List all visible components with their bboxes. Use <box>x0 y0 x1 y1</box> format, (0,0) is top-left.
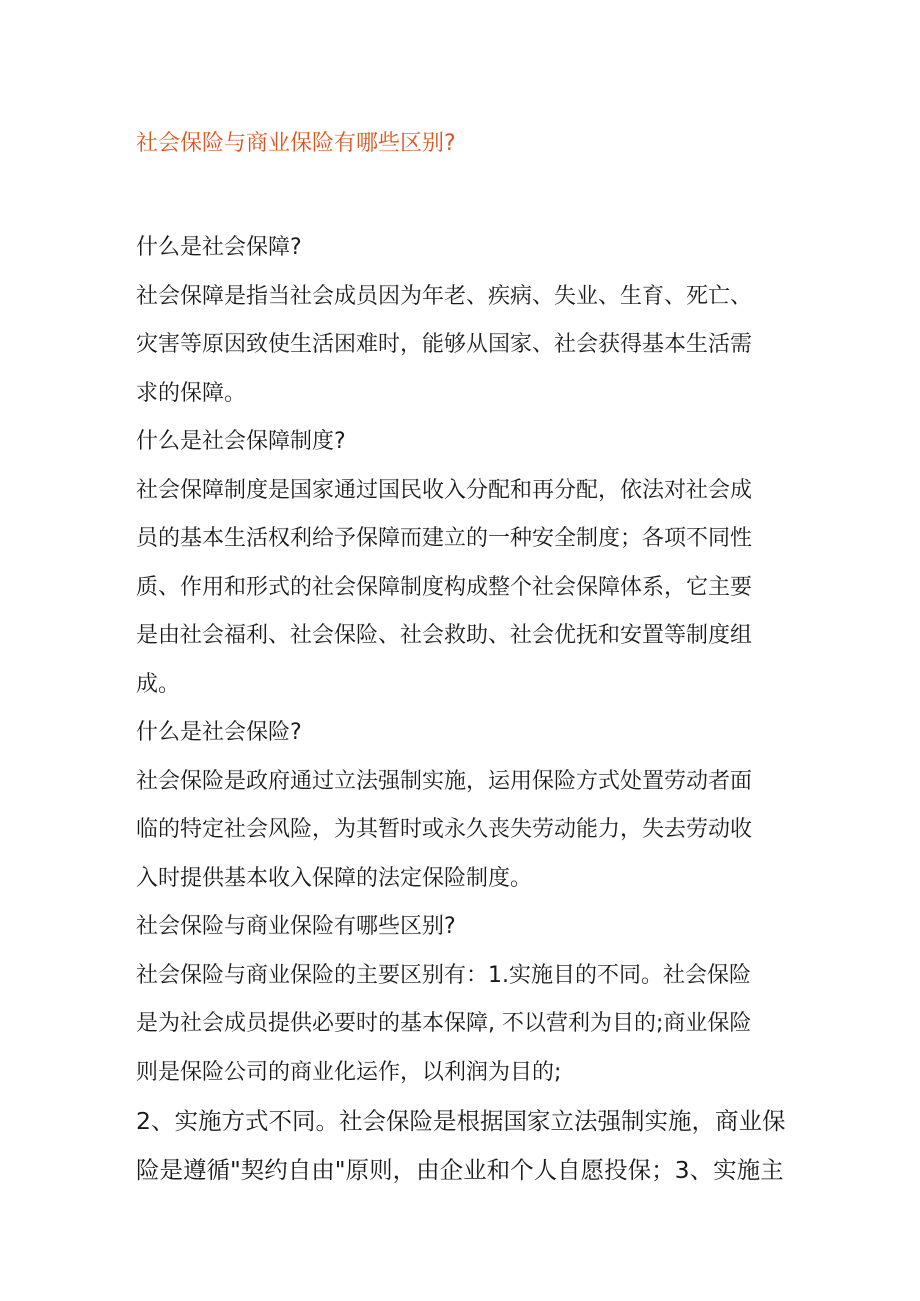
text-line: 险是遵循"契约自由"原则，由企业和个人自愿投保；3、实施主 <box>136 1155 784 1184</box>
text-line: 什么是社会保障? <box>136 235 302 260</box>
text-line: 社会保险与商业保险的主要区别有：1.实施目的不同。社会保险 <box>136 962 751 988</box>
text-line: 社会保障是指当社会成员因为年老、疾病、失业、生育、死亡、 <box>136 283 753 309</box>
text-line: 是为社会成员提供必要时的基本保障, 不以营利为目的;商业保险 <box>136 1011 752 1036</box>
text-line: 临的特定社会风险，为其暂时或永久丧失劳动能力，失去劳动收 <box>136 817 753 842</box>
text-line: 入时提供基本收入保障的法定保险制度。 <box>136 865 533 891</box>
answer-social-security-system <box>136 467 796 710</box>
answer-differences-continued <box>136 1097 796 1194</box>
text-line: 求的保障。 <box>136 380 247 406</box>
answer-social-security <box>136 273 796 419</box>
text-line: 质、作用和形式的社会保障制度构成整个社会保障体系，它主要 <box>136 574 753 600</box>
text-line: 灾害等原因致使生活困难时，能够从国家、社会获得基本生活需 <box>136 332 753 357</box>
text-line: 2、实施方式不同。社会保险是根据国家立法强制实施，商业保 <box>136 1107 786 1135</box>
text-line: 则是保险公司的商业化运作，以利润为目的; <box>136 1059 562 1085</box>
question-heading-social-security <box>136 224 796 273</box>
answer-social-insurance <box>136 758 796 904</box>
text-line: 员的基本生活权利给予保障而建立的一种安全制度；各项不同性 <box>136 526 753 551</box>
text-line: 社会保险与商业保险有哪些区别? <box>136 914 456 939</box>
answer-differences <box>136 952 796 1098</box>
document-title: 社会保险与商业保险有哪些区别? <box>136 131 456 156</box>
question-heading-social-security-system <box>136 418 796 467</box>
question-heading-differences <box>136 903 796 952</box>
text-line: 社会保险是政府通过立法强制实施，运用保险方式处置劳动者面 <box>136 768 753 794</box>
text-line: 是由社会福利、社会保险、社会救助、社会优抚和安置等制度组 <box>136 623 753 648</box>
text-line: 成。 <box>136 671 181 697</box>
text-line: 什么是社会保险? <box>136 720 302 745</box>
text-line: 社会保障制度是国家通过国民收入分配和再分配，依法对社会成 <box>136 477 753 503</box>
text-line: 什么是社会保障制度? <box>136 429 346 454</box>
document-body <box>136 224 796 1194</box>
question-heading-social-insurance <box>136 709 796 758</box>
